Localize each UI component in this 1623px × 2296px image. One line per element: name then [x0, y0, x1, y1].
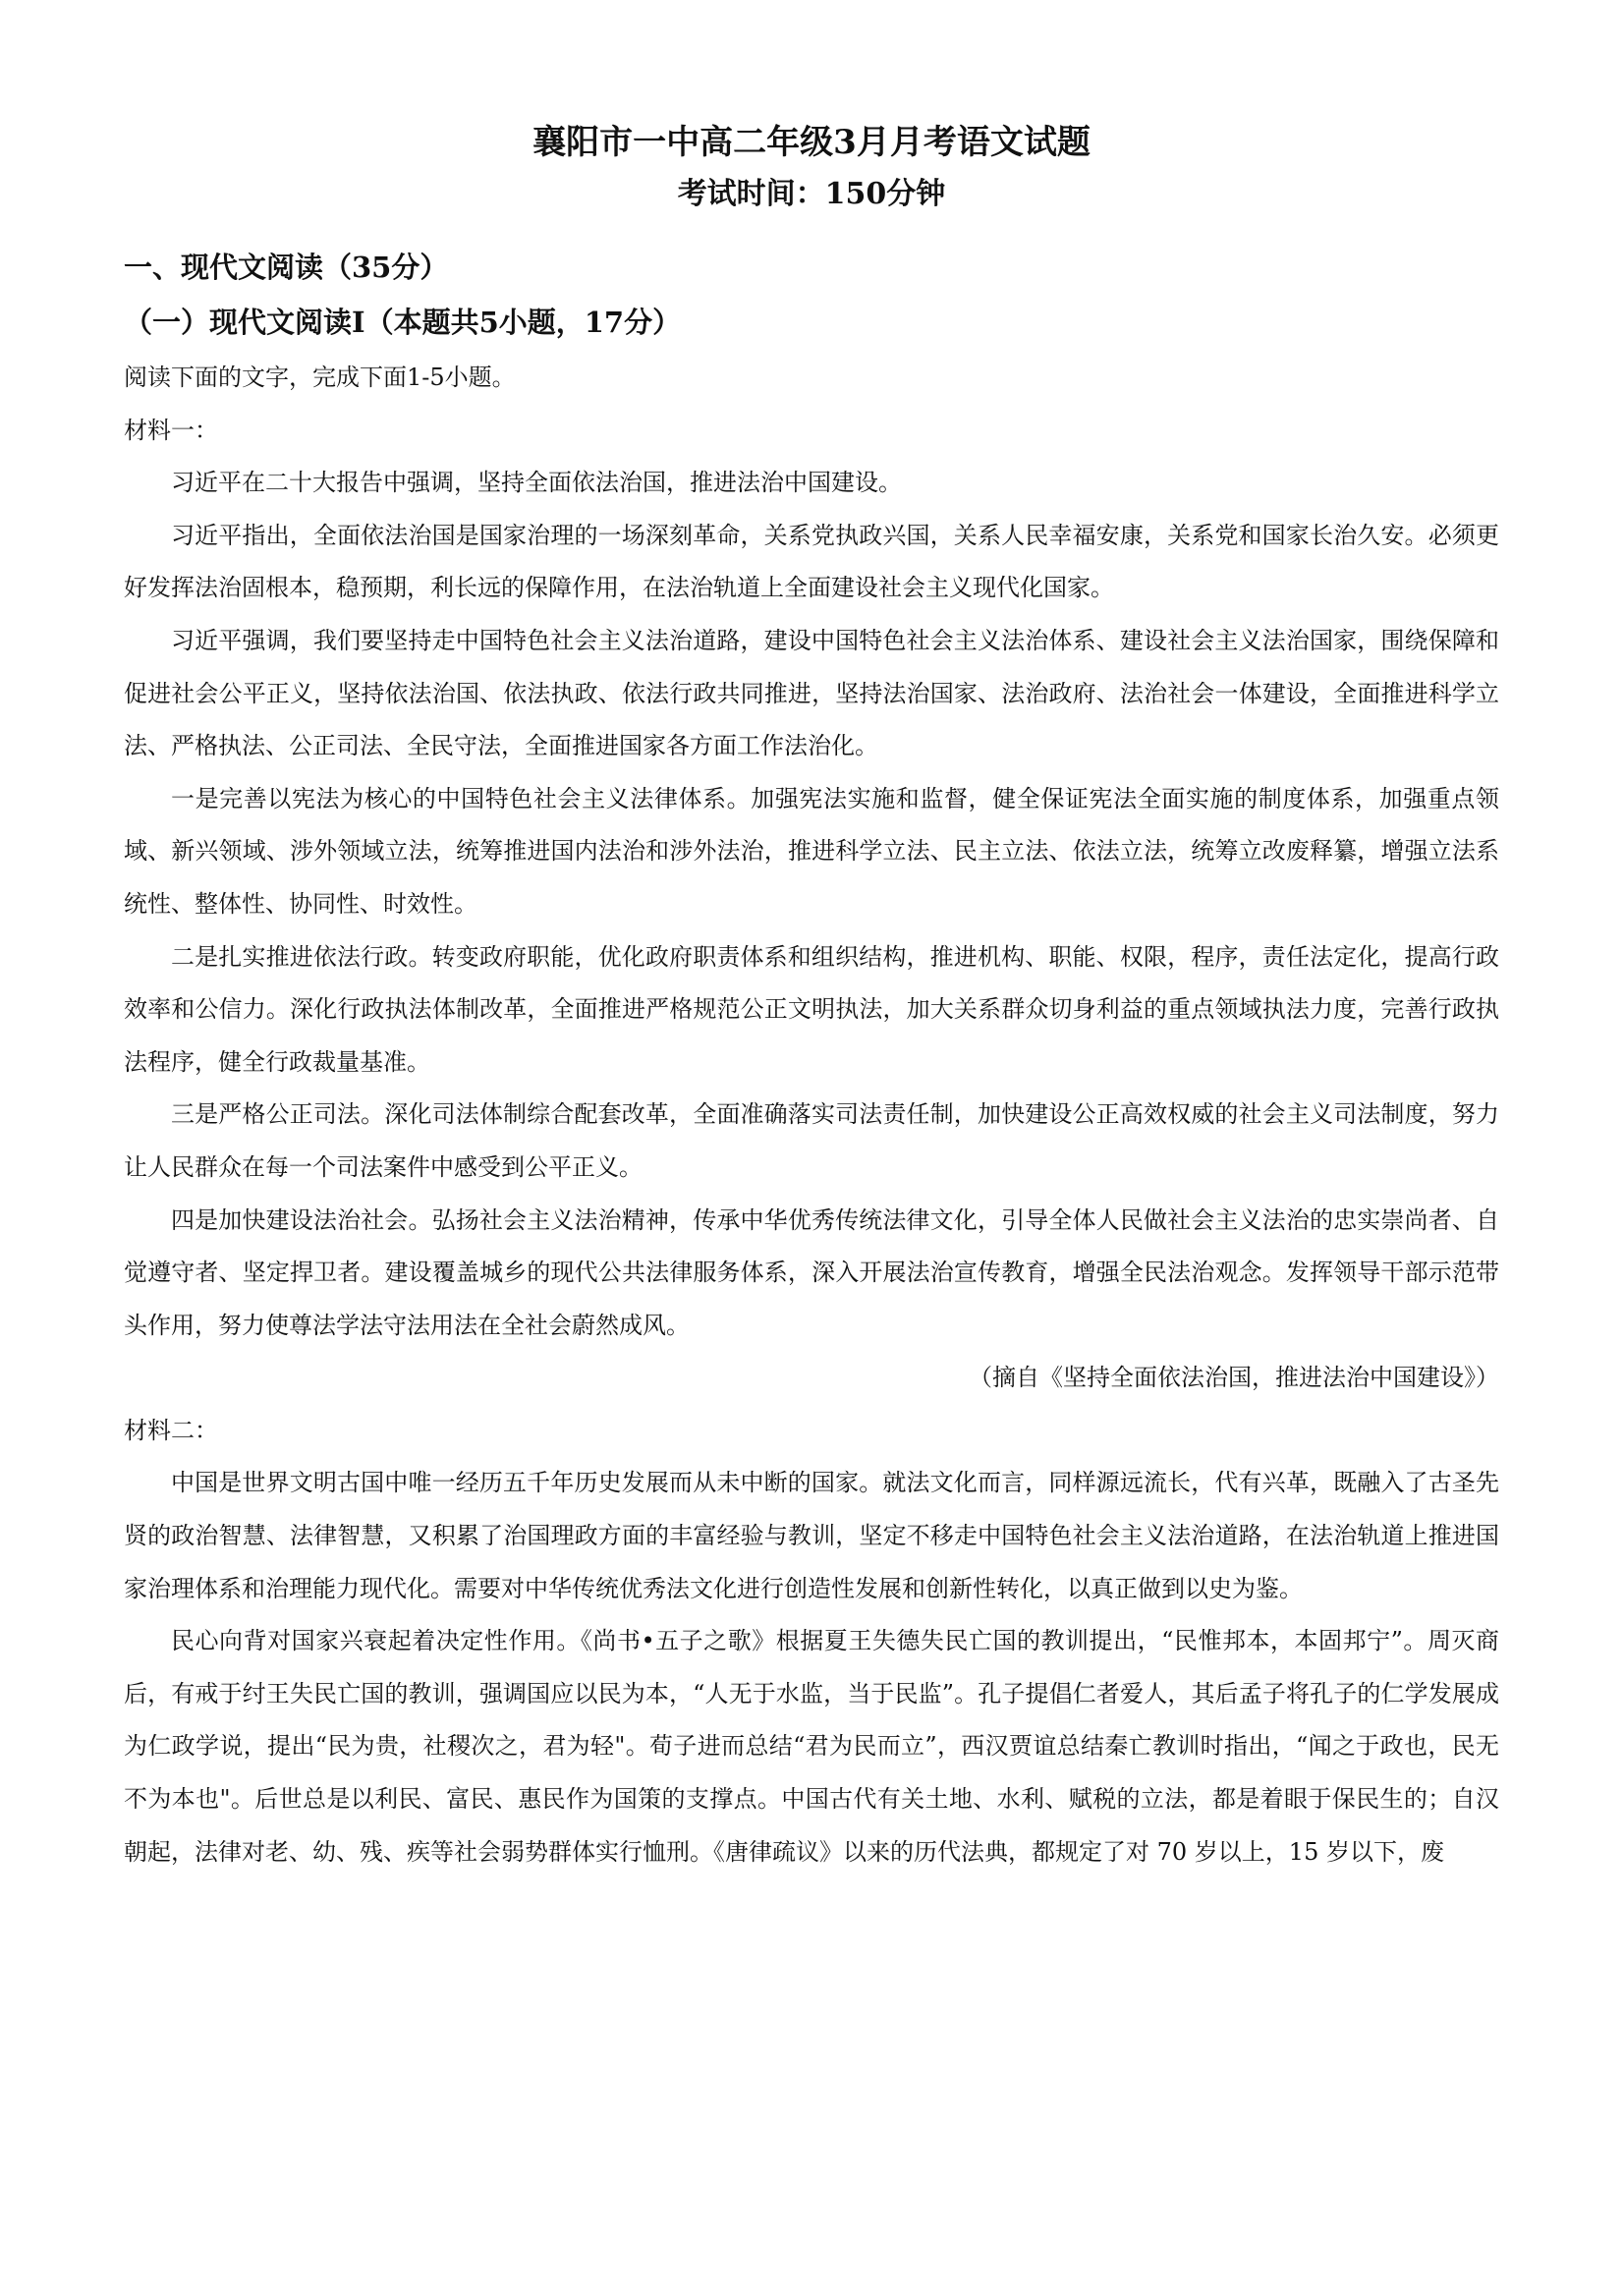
material-label: 材料一：: [124, 416, 218, 444]
paragraph: 习近平强调，我们要坚持走中国特色社会主义法治道路，建设中国特色社会主义法治体系、建设社会主义法治国家，围绕保障和促进社会公平正义，坚持依法治国、依法执政、依法行政共同推进，坚持法治国家、法治政府、法治社会一体建设，全面推进科学立法、严格执法、公正司法、全民守法，全面推进国家各方面工作法治化。: [124, 626, 1499, 760]
paragraph: 一是完善以宪法为核心的中国特色社会主义法律体系。加强宪法实施和监督，健全保证宪法全面实施的制度体系，加强重点领域、新兴领域、涉外领域立法，统筹推进国内法治和涉外法治，推进科学立法、民主立法、依法立法，统筹立改废释纂，增强立法系统性、整体性、协同性、时效性。: [124, 784, 1499, 918]
source-citation: （摘自《坚持全面依法治国，推进法治中国建设》）: [969, 1364, 1499, 1392]
paragraph: 中国是世界文明古国中唯一经历五千年历史发展而从未中断的国家。就法文化而言，同样源远流长，代有兴革，既融入了古圣先贤的政治智慧、法律智慧，又积累了治国理政方面的丰富经验与教训，坚定不移走中国特色社会主义法治道路，在法治轨道上推进国家治理体系和治理能力现代化。需要对中华传统优秀法文化进行创造性发展和创新性转化，以真正做到以史为鉴。: [124, 1469, 1499, 1602]
subsection-heading: （一）现代文阅读Ⅰ（本题共5小题，17分）: [124, 306, 682, 339]
instruction-text: 阅读下面的文字，完成下面1-5小题。: [124, 364, 516, 391]
exam-time: 考试时间：150分钟: [677, 177, 946, 211]
paragraph: 四是加快建设法治社会。弘扬社会主义法治精神，传承中华优秀传统法律文化，引导全体人民做社会主义法治的忠实崇尚者、自觉遵守者、坚定捍卫者。建设覆盖城乡的现代公共法律服务体系，深入开展法治宣传教育，增强全民法治观念。发挥领导干部示范带头作用，努力使尊法学法守法用法在全社会蔚然成风。: [124, 1205, 1499, 1339]
paragraph: 习近平指出，全面依法治国是国家治理的一场深刻革命，关系党执政兴国，关系人民幸福安康，关系党和国家长治久安。必须更好发挥法治固根本，稳预期，利长远的保障作用，在法治轨道上全面建设社会主义现代化国家。: [124, 521, 1499, 602]
paragraph: 二是扎实推进依法行政。转变政府职能，优化政府职责体系和组织结构，推进机构、职能、权限，程序，责任法定化，提高行政效率和公信力。深化行政执法体制改革，全面推进严格规范公正文明执法，加大关系群众切身利益的重点领域执法力度，完善行政执法程序，健全行政裁量基准。: [124, 942, 1499, 1076]
paragraph: 习近平在二十大报告中强调，坚持全面依法治国，推进法治中国建设。: [171, 469, 902, 497]
section-heading: 一、现代文阅读（35分）: [124, 251, 449, 284]
exam-title: 襄阳市一中高二年级3月月考语文试题: [532, 123, 1091, 162]
material-label: 材料二：: [124, 1416, 218, 1444]
reading-passage: [124, 352, 1499, 1878]
paragraph: 民心向背对国家兴衰起着决定性作用。《尚书•五子之歌》根据夏王失德失民亡国的教训提出，“民惟邦本，本固邦宁”。周灭商后，有戒于纣王失民亡国的教训，强调国应以民为本，“人无于水监，当于民监”。孔子提倡仁者爱人，其后孟子将孔子的仁学发展成为仁政学说，提出“民为贵，社稷次之，君为轻"。荀子进而总结“君为民而立”，西汉贾谊总结秦亡教训时指出，“闻之于政也，民无不为本也"。后世总是以利民、富民、惠民作为国策的支撑点。中国古代有关土地、水利、赋税的立法，都是着眼于保民生的；自汉朝起，法律对老、幼、残、疾等社会弱势群体实行恤刑。《唐律疏议》以来的历代法典，都规定了对 70 岁以上，15 岁以下，废: [124, 1627, 1499, 1866]
paragraph: 三是严格公正司法。深化司法体制综合配套改革，全面准确落实司法责任制，加快建设公正高效权威的社会主义司法制度，努力让人民群众在每一个司法案件中感受到公平正义。: [124, 1100, 1499, 1181]
